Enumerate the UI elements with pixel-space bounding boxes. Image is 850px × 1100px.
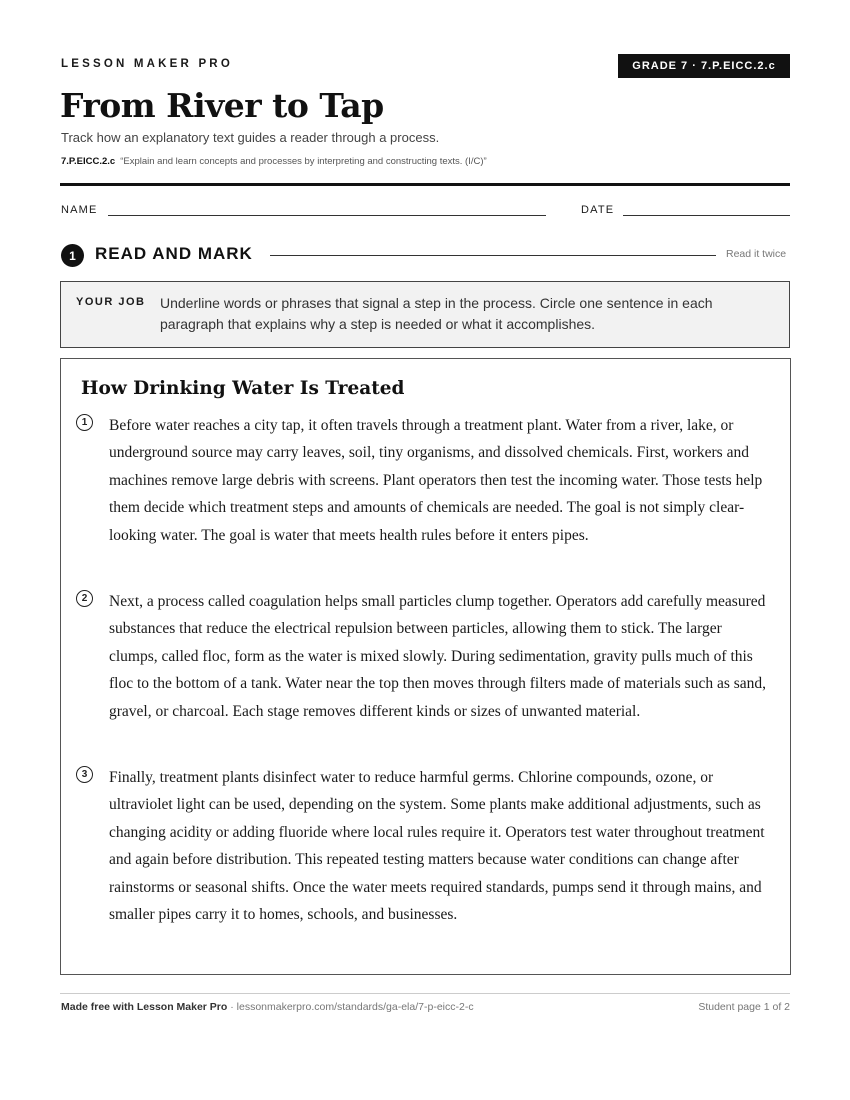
paragraph-text: Before water reaches a city tap, it often travels through a treatment plant. Water from a river, lake, or underground source may carry leaves, soil, tiny organisms, and dissolved chemicals. First, workers and machines remove large debris with screens. Plant operators then test the incoming water. Those tests help them decide which treatment steps and amounts of chemicals are needed. The goal is not simply clear-looking water. The goal is water that meets health rules before it enters pipes. (109, 417, 763, 544)
section-note: Read it twice (726, 248, 787, 260)
your-job-box (60, 281, 790, 348)
section-number-badge: 1 (61, 244, 84, 267)
section-divider (270, 255, 716, 256)
your-job-label: YOUR JOB (76, 296, 146, 308)
your-job-instructions: Underline words or phrases that signal a step in the process. Circle one sentence in each paragraph that explains why a step is needed or what it accomplishes. (160, 295, 713, 332)
footer-credit (61, 1001, 474, 1013)
standard-text: “Explain and learn concepts and processes by interpreting and constructing texts. (I/C)” (120, 156, 487, 167)
standard-line (61, 156, 487, 167)
footer-divider (60, 993, 790, 994)
paragraph-number-badge: 3 (76, 766, 93, 783)
name-field[interactable] (108, 215, 546, 216)
footer-made-with: Made free with Lesson Maker Pro (61, 1001, 228, 1013)
page-title: From River to Tap (60, 86, 384, 125)
paragraph-text: Finally, treatment plants disinfect water to reduce harmful germs. Chlorine compounds, ozone, or ultraviolet light can be used, depending on the system. Some plants make additional adjustments, such as changing acidity or adding fluoride where local rules require it. Operators test water throughout treatment and again before distribution. This repeated testing matters because water conditions can change after rainstorms or seasonal shifts. Once the water meets required standards, pumps send it through mains, and smaller pipes carry it to homes, schools, and businesses. (109, 769, 765, 924)
section-title: READ AND MARK (95, 244, 253, 263)
standard-code: 7.P.EICC.2.c (61, 156, 116, 167)
paragraph-number-badge: 1 (76, 414, 93, 431)
date-field[interactable] (623, 215, 790, 216)
date-label: DATE (581, 204, 615, 216)
footer-url: · lessonmakerpro.com/standards/ga-ela/7-p-eicc-2-c (227, 1001, 474, 1013)
paragraph-number-badge: 2 (76, 590, 93, 607)
reading-passage (60, 358, 791, 975)
brand-name: LESSON MAKER PRO (61, 58, 233, 70)
footer-page-number: Student page 1 of 2 (698, 1001, 790, 1013)
header-divider (60, 183, 790, 186)
grade-badge: GRADE 7 · 7.P.EICC.2.c (618, 54, 790, 78)
name-label: NAME (61, 204, 98, 216)
page-subtitle: Track how an explanatory text guides a reader through a process. (61, 130, 440, 145)
paragraph-text: Next, a process called coagulation helps small particles clump together. Operators add carefully measured substances that reduce the electrical repulsion between particles, allowing them to stick. The larger clumps, called floc, form as the water is mixed slowly. During sedimentation, gravity pulls much of this floc to the bottom of a tank. Water near the top then moves through filters made of materials such as sand, gravel, or charcoal. Each stage removes different kinds or sizes of unwanted material. (109, 593, 767, 720)
passage-title: How Drinking Water Is Treated (81, 378, 405, 399)
